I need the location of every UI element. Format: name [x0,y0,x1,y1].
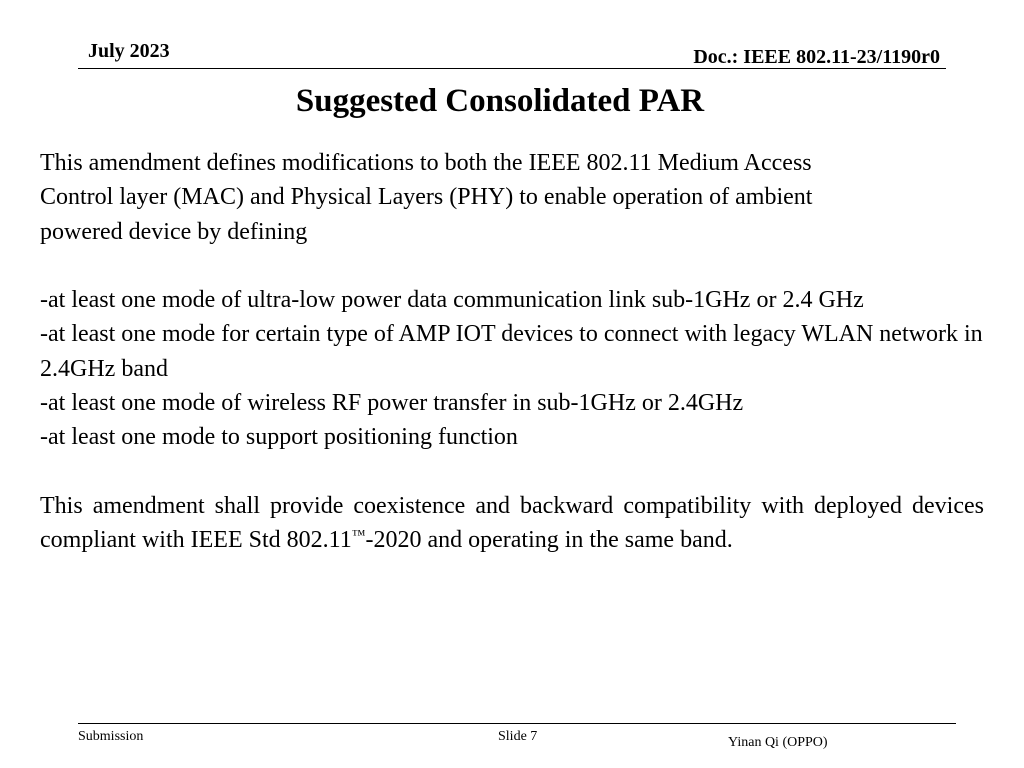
closing-text-end: -2020 and operating in the same band. [365,527,733,554]
slide-number: Slide 7 [498,729,538,744]
slide-body [40,146,984,558]
closing-paragraph [40,489,984,558]
bullet-item-2: -at least one mode for certain type of AMP IOT devices to connect with legacy WLAN network in 2.4GHz band [40,321,983,382]
bullet-item-1: -at least one mode of ultra-low power data communication link sub-1GHz or 2.4 GHz [40,287,864,314]
document-id: Doc.: IEEE 802.11-23/1190r0 [693,46,940,68]
bullet-item-3: -at least one mode of wireless RF power transfer in sub-1GHz or 2.4GHz [40,390,744,417]
bullet-item-4: -at least one mode to support positioning function [40,424,518,451]
footer-author: Yinan Qi (OPPO) [728,735,828,750]
paragraph-spacer [40,249,984,283]
footer-divider [78,723,956,724]
closing-text-start: This amendment shall provide coexistence and backward compatibility with deployed devices compliant with IEEE Std 802.11 [40,492,984,554]
intro-line-2: Control layer (MAC) and Physical Layers (PHY) to enable operation of ambient [40,184,813,211]
header-divider [78,68,946,69]
header-date: July 2023 [88,40,170,62]
paragraph-spacer [40,455,984,489]
intro-line-1: This amendment defines modifications to both the IEEE 802.11 Medium Access [40,150,812,176]
footer-submission: Submission [78,729,144,744]
slide-title: Suggested Consolidated PAR [295,83,705,119]
trademark-symbol: ™ [351,528,366,544]
intro-line-3: powered device by defining [40,218,308,245]
